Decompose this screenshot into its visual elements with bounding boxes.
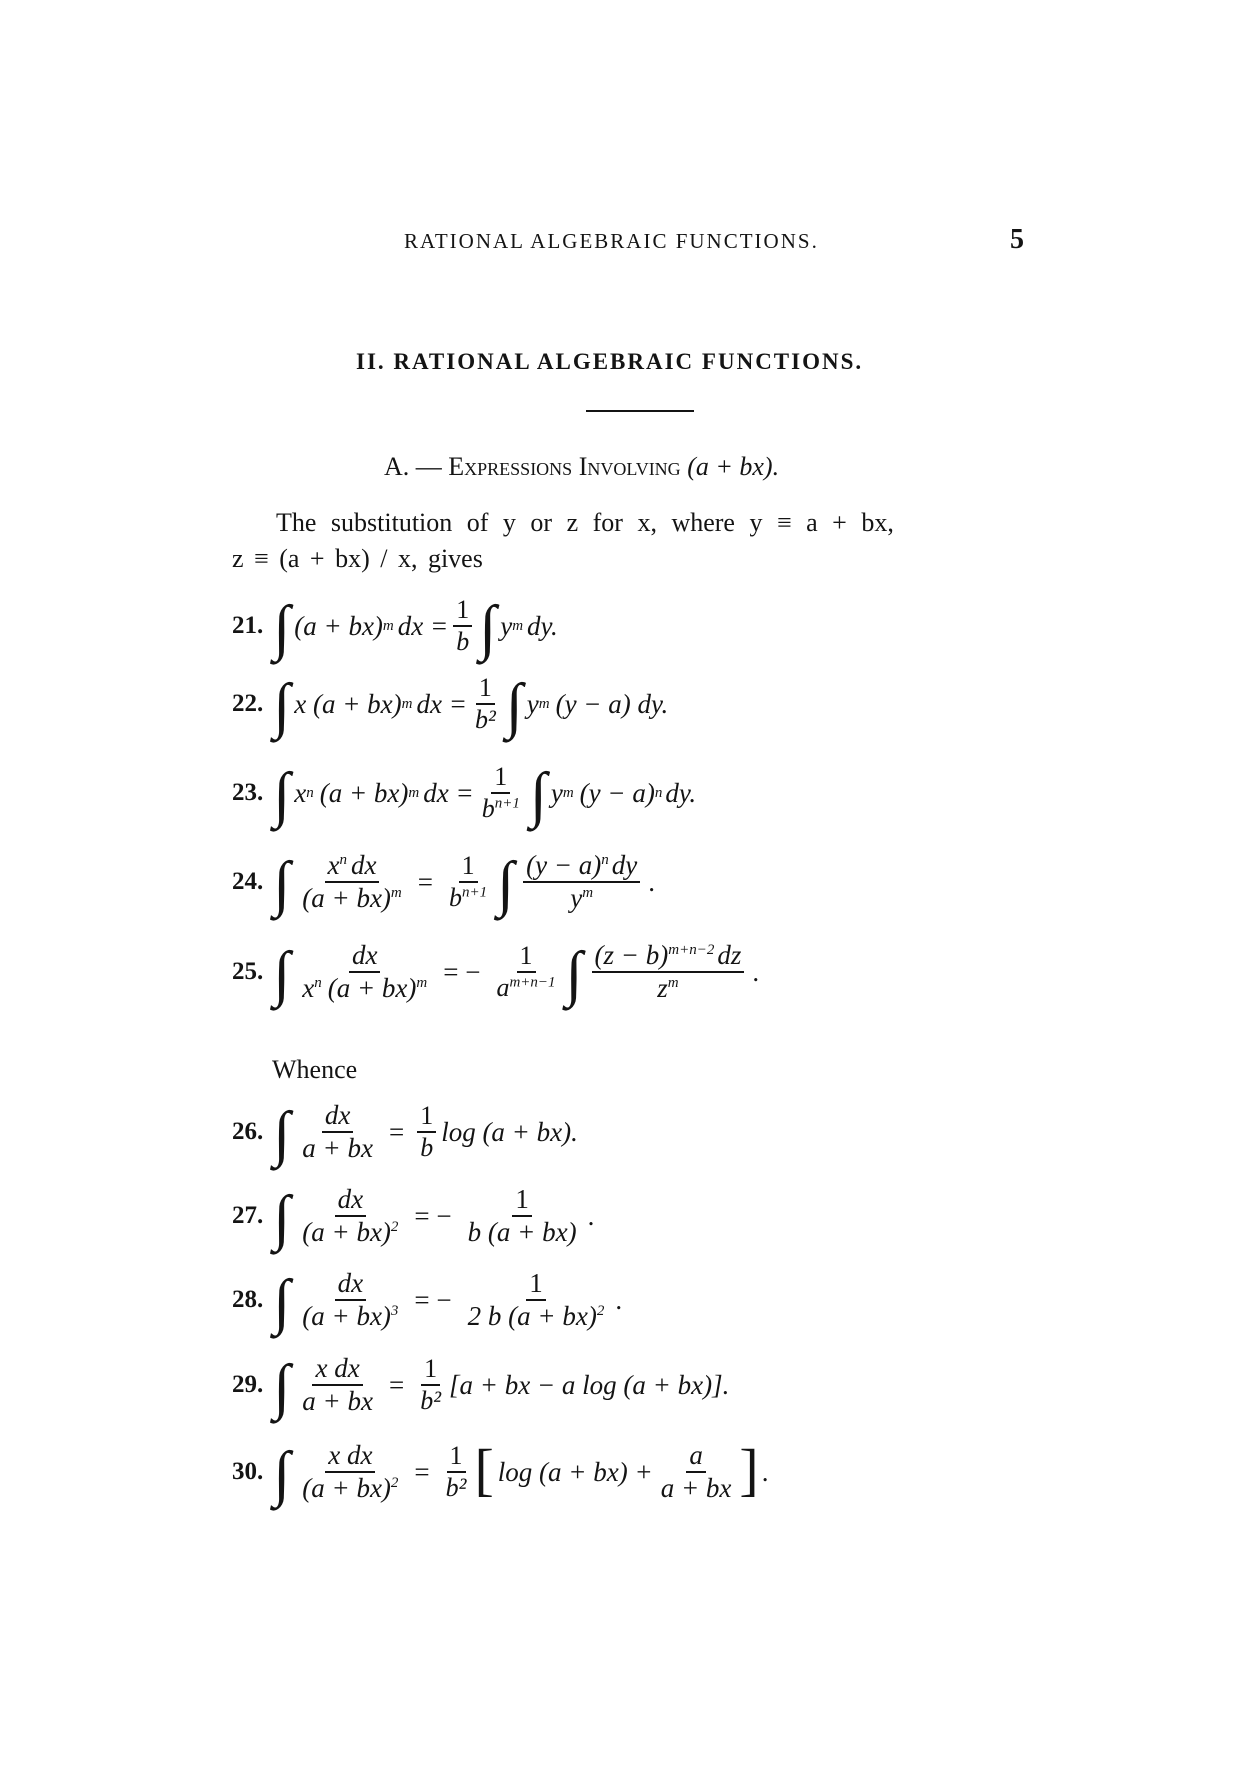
period: .	[615, 1284, 623, 1315]
integral-sign: ∫	[273, 594, 291, 662]
rhs-numerator: (y − a)	[526, 850, 602, 880]
inner-fraction	[658, 1440, 735, 1504]
fraction	[417, 1354, 444, 1416]
integral-sign: ∫	[273, 672, 291, 740]
formula-22	[232, 672, 669, 740]
fraction-denominator: b²	[474, 705, 496, 734]
fraction-denominator: b²	[420, 1386, 441, 1416]
equals-sign: = −	[414, 1284, 452, 1315]
period: .	[761, 1456, 769, 1487]
rhs-end: dy.	[527, 610, 558, 641]
numerator: dx	[322, 1100, 353, 1133]
formula-27	[232, 1184, 595, 1253]
differential: dx =	[397, 610, 449, 641]
integrand-fraction	[299, 850, 405, 914]
formula-30	[232, 1437, 769, 1509]
exponent: m+n−2	[668, 942, 715, 958]
rhs-fraction	[523, 850, 640, 914]
exponent: 2	[390, 1475, 399, 1492]
integral-sign: ∫	[273, 1440, 291, 1509]
period: .	[752, 956, 760, 987]
formula-number: 30.	[232, 1458, 264, 1486]
formula-26	[232, 1100, 578, 1169]
exponent: 2	[596, 1303, 605, 1320]
denominator: a + bx	[302, 1133, 373, 1164]
exponent: m	[582, 885, 594, 902]
rhs-numerator: (z − b)	[594, 940, 669, 970]
exponent: m	[562, 784, 574, 801]
fraction-denominator: b	[420, 1133, 434, 1163]
exponent: m	[382, 617, 394, 634]
differential: dx =	[423, 777, 474, 808]
equals-sign: =	[414, 1456, 430, 1487]
fraction-numerator: 1	[421, 1354, 440, 1386]
rhs-variable: y	[500, 610, 513, 641]
denominator: (a + bx)	[302, 1217, 391, 1248]
rhs-fraction	[592, 940, 745, 1004]
fraction-numerator: 1	[447, 1441, 466, 1473]
fraction	[443, 1441, 470, 1503]
fraction	[465, 1268, 608, 1332]
right-bracket: ]	[739, 1437, 759, 1503]
subsection-expression: (a + bx).	[687, 452, 780, 481]
integral-sign: ∫	[273, 1268, 291, 1337]
numerator: dx	[335, 1268, 366, 1301]
rhs-numerator-end: dz	[717, 940, 742, 970]
integral-sign: ∫	[273, 761, 291, 829]
fraction-denominator: 2 b (a + bx)	[467, 1301, 597, 1332]
formula-number: 24.	[232, 868, 264, 896]
integrand-fraction	[299, 1268, 401, 1332]
fraction	[446, 851, 490, 913]
rhs-end: (y − a) dy.	[555, 688, 669, 719]
rhs: log (a + bx).	[441, 1116, 578, 1147]
subsection-title	[384, 452, 779, 482]
exponent: n	[601, 852, 609, 868]
formula-21	[232, 594, 558, 662]
exponent: 3	[390, 1303, 399, 1320]
integral-sign: ∫	[529, 761, 547, 829]
formula-number: 28.	[232, 1286, 264, 1314]
fraction	[417, 1101, 436, 1163]
exponent: n	[306, 784, 314, 801]
inner-numerator: a	[686, 1440, 706, 1473]
integral-sign: ∫	[273, 940, 291, 1009]
page-number: 5	[1010, 224, 1024, 255]
rhs-variable: y	[526, 688, 539, 719]
integrand-fraction	[299, 1100, 376, 1164]
fraction-numerator: 1	[453, 595, 472, 627]
integral-sign: ∫	[273, 1100, 291, 1169]
integrand: (a + bx)	[294, 610, 383, 641]
formula-number: 22.	[232, 690, 264, 717]
rhs-denominator: y	[570, 883, 583, 914]
running-head: RATIONAL ALGEBRAIC FUNCTIONS.	[404, 229, 819, 253]
numerator: dx	[335, 1184, 366, 1217]
fraction	[472, 673, 499, 735]
fraction-numerator: 1	[526, 1268, 546, 1301]
equals-sign: = −	[414, 1200, 452, 1231]
fraction-numerator: 1	[417, 1101, 436, 1133]
denominator-x: x	[302, 973, 315, 1004]
fraction-denominator: b	[481, 794, 495, 823]
fraction-numerator: 1	[512, 1184, 532, 1217]
fraction	[479, 762, 523, 824]
exponent: n	[314, 975, 322, 992]
numerator: x dx	[325, 1440, 375, 1473]
integrand-fraction	[299, 1184, 401, 1248]
integral-sign: ∫	[565, 940, 583, 1009]
fraction-denominator: a	[496, 973, 510, 1003]
exponent: m	[667, 975, 679, 992]
denominator-mid: (a + bx)	[327, 973, 417, 1004]
formula-24	[232, 850, 656, 919]
equals-sign: = −	[443, 956, 481, 987]
lhs-x: x	[294, 777, 307, 808]
rhs-numerator-end: dy	[611, 850, 638, 880]
intro-line-2: z ≡ (a + bx) / x, gives	[232, 544, 483, 573]
section-title: II. RATIONAL ALGEBRAIC FUNCTIONS.	[356, 349, 864, 374]
integral-sign: ∫	[479, 594, 497, 662]
formula-28	[232, 1268, 623, 1337]
integrand-fraction	[299, 940, 430, 1004]
rhs-end: dy.	[665, 777, 697, 808]
numerator: x dx	[312, 1353, 362, 1386]
fraction-numerator: 1	[476, 673, 495, 705]
fraction	[465, 1184, 580, 1248]
integrand-fraction	[299, 1353, 376, 1417]
integral-sign: ∫	[273, 850, 291, 919]
exponent: m	[401, 695, 413, 712]
integral-sign: ∫	[497, 850, 515, 919]
exponent: 2	[390, 1219, 399, 1236]
exponent: m	[538, 695, 550, 712]
exponent: n+1	[462, 884, 488, 901]
formula-number: 29.	[232, 1371, 264, 1399]
denominator: (a + bx)	[302, 1301, 391, 1332]
exponent: m	[408, 784, 420, 801]
integrand: (a + bx)	[319, 777, 409, 808]
formula-number: 23.	[232, 779, 264, 806]
exponent: m	[416, 975, 428, 992]
differential: dx =	[416, 688, 467, 719]
integrand: x (a + bx)	[294, 688, 402, 719]
denominator: (a + bx)	[302, 883, 391, 914]
integrand-fraction	[299, 1440, 401, 1504]
exponent: n	[654, 784, 663, 801]
denominator: (a + bx)	[302, 1473, 391, 1504]
inner-denominator: a + bx	[660, 1473, 732, 1504]
exponent: m	[390, 885, 402, 902]
left-bracket: [	[474, 1437, 494, 1503]
exponent: n	[339, 852, 347, 868]
numerator: dx	[349, 940, 380, 973]
fraction-denominator: b	[449, 883, 462, 913]
numerator-x: x	[327, 850, 340, 880]
numerator-dx: dx	[351, 850, 377, 880]
whence-label: Whence	[272, 1055, 358, 1084]
rhs: log (a + bx) +	[497, 1456, 653, 1487]
integral-sign: ∫	[505, 672, 523, 740]
equals-sign: =	[417, 866, 433, 897]
formula-number: 27.	[232, 1202, 264, 1230]
formula-number: 26.	[232, 1118, 264, 1146]
formula-25	[232, 940, 760, 1009]
exponent: m+n−1	[509, 974, 556, 991]
fraction	[453, 595, 472, 657]
period: .	[648, 866, 656, 897]
equals-sign: =	[388, 1369, 405, 1400]
formula-number: 25.	[232, 958, 264, 986]
integral-sign: ∫	[273, 1184, 291, 1253]
fraction-numerator: 1	[517, 941, 536, 973]
formula-23	[232, 761, 697, 829]
integral-sign: ∫	[273, 1353, 291, 1422]
formula-29	[232, 1353, 730, 1422]
intro-line-1: The substitution of y or z for x, where y ≡ a + bx,	[276, 508, 894, 537]
subsection-label: A. — Expressions Involving	[384, 452, 681, 481]
fraction-numerator: 1	[491, 762, 510, 794]
equals-sign: =	[388, 1116, 405, 1147]
exponent: n+1	[494, 795, 520, 812]
fraction-denominator: b²	[445, 1473, 467, 1503]
exponent: m	[512, 617, 524, 634]
rhs-middle: (y − a)	[579, 777, 655, 808]
rhs-denominator: z	[657, 973, 668, 1004]
rhs-variable: y	[550, 777, 563, 808]
fraction-denominator: b (a + bx)	[467, 1217, 577, 1248]
denominator: a + bx	[302, 1386, 373, 1417]
fraction	[493, 941, 558, 1003]
rhs: [a + bx − a log (a + bx)].	[448, 1369, 730, 1400]
fraction-denominator: b	[456, 627, 470, 656]
period: .	[587, 1200, 595, 1231]
formula-number: 21.	[232, 612, 264, 639]
section-rule	[586, 410, 694, 412]
fraction-numerator: 1	[459, 851, 478, 883]
